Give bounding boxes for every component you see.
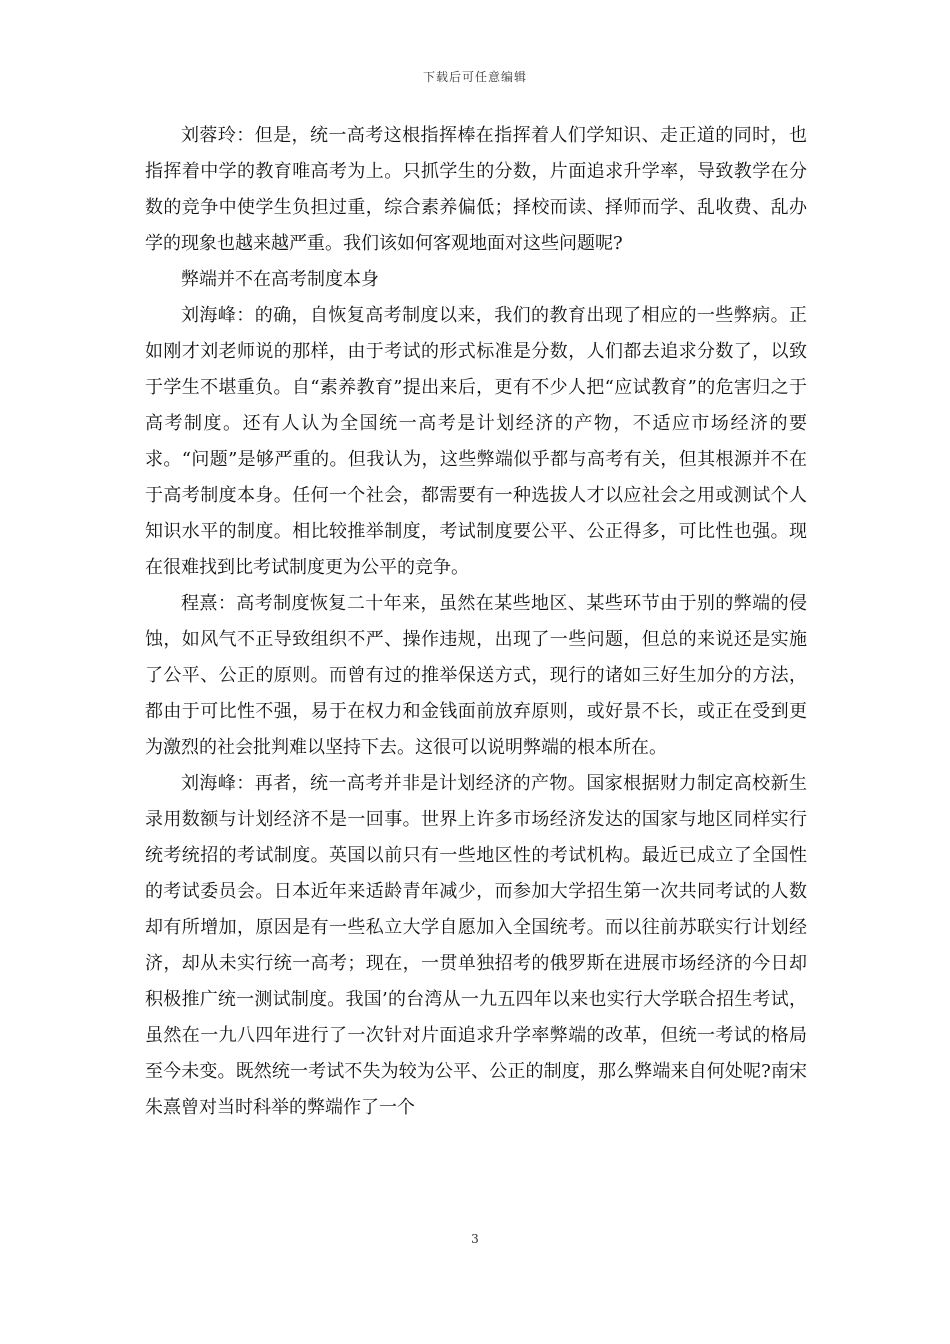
- document-body: [145, 118, 807, 1126]
- paragraph-liu-ronglin: 刘蓉玲：但是，统一高考这根指挥棒在指挥着人们学知识、走正道的同时，也指挥着中学的教育唯高考为上。只抓学生的分数，片面追求升学率，导致教学在分数的竞争中使学生负担过重，综合素养偏低；择校而读、择师而学、乱收费、乱办学的现象也越来越严重。我们该如何客观地面对这些问题呢?: [145, 125, 807, 254]
- paragraph-cheng-xi: 程熹：高考制度恢复二十年来，虽然在某些地区、某些环节由于别的弊端的侵蚀，如风气不正导致组织不严、操作违规，出现了一些问题，但总的来说还是实施了公平、公正的原则。而曾有过的推举保送方式，现行的诸如三好生加分的方法，都由于可比性不强，易于在权力和金钱面前放弃原则，或好景不长，或正在受到更为激烈的社会批判难以坚持下去。这很可以说明弊端的根本所在。: [145, 593, 807, 758]
- page-number: 3: [471, 1232, 479, 1246]
- page-header: 下载后可任意编辑: [422, 70, 527, 84]
- section-heading: 弊端并不在高考制度本身: [181, 269, 379, 290]
- paragraph-liu-haifeng-2: 刘海峰：再者，统一高考并非是计划经济的产物。国家根据财力制定高校新生录用数额与计划经济不是一回事。世界上许多市场经济发达的国家与地区同样实行统考统招的考试制度。英国以前只有一些地区性的考试机构。最近已成立了全国性的考试委员会。日本近年来适龄青年减少，而参加大学招生第一次共同考试的人数却有所增加，原因是有一些私立大学自愿加入全国统考。而以往前苏联实行计划经济，却从未实行统一高考；现在，一贯单独招考的俄罗斯在进展市场经济的今日却积极推广统一测试制度。我国’的台湾从一九五四年以来也实行大学联合招生考试，虽然在一九八四年进行了一次针对片面追求升学率弊端的改革，但统一考试的格局至今未变。既然统一考试不失为较为公平、公正的制度，那么弊端来自何处呢?南宋朱熹曾对当时科举的弊端作了一个: [145, 773, 807, 1118]
- paragraph-liu-haifeng-1: 刘海峰：的确，自恢复高考制度以来，我们的教育出现了相应的一些弊病。正如刚才刘老师说的那样，由于考试的形式标准是分数，人们都去追求分数了，以致于学生不堪重负。自“素养教育”提出来后，更有不少人把“应试教育”的危害归之于高考制度。还有人认为全国统一高考是计划经济的产物，不适应市场经济的要求。“问题”是够严重的。但我认为，这些弊端似乎都与高考有关，但其根源并不在于高考制度本身。任何一个社会，都需要有一种选拔人才以应社会之用或测试个人知识水平的制度。相比较推举制度，考试制度要公平、公正得多，可比性也强。现在很难找到比考试制度更为公平的竞争。: [145, 305, 807, 578]
